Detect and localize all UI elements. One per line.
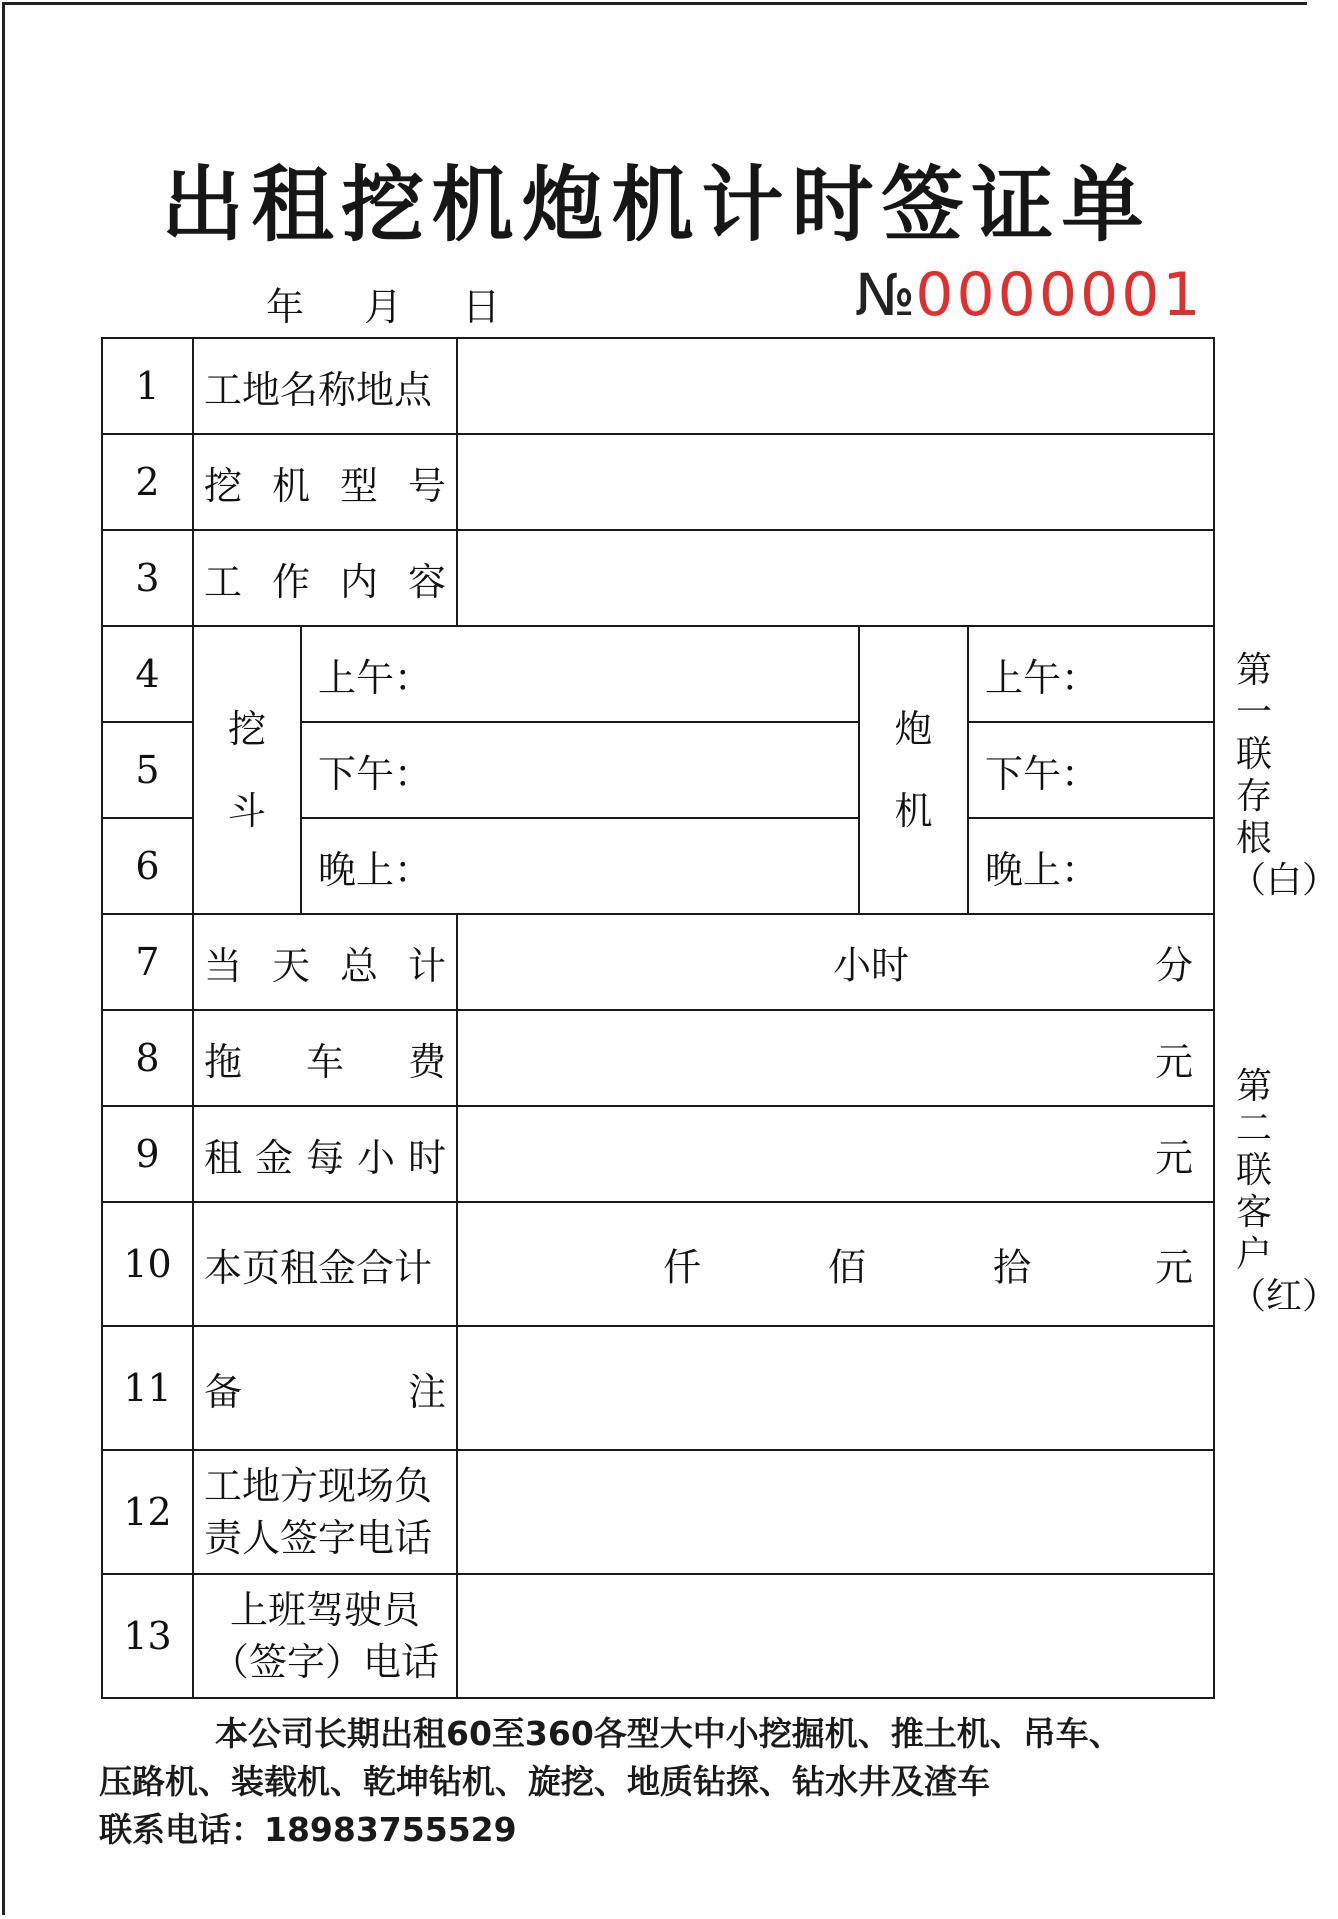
label-char: 每 — [306, 1135, 345, 1180]
remarks-label — [193, 1326, 457, 1450]
label-char: 型 — [340, 463, 379, 508]
label-char: 斗 — [227, 789, 266, 833]
table-row — [102, 1574, 1214, 1698]
work-content-label — [193, 530, 457, 626]
copy-one-note: 第一联 存根（白） — [1230, 650, 1338, 901]
excavator-bucket-label — [193, 626, 301, 914]
label-char: 计 — [408, 943, 447, 988]
label-char: 内 — [340, 559, 379, 604]
footer-line: 本公司长期出租60至360各型大中小挖掘机、推土机、吊车、 — [215, 1714, 1122, 1753]
table-row — [102, 1450, 1214, 1574]
label-line: （签字）电话 — [211, 1640, 440, 1684]
label-char: 机 — [272, 463, 311, 508]
label-char: 金 — [255, 1135, 294, 1180]
serial-value: 0000001 — [915, 260, 1204, 330]
label-char: 时 — [408, 1135, 447, 1180]
numero-sign: № — [855, 261, 916, 329]
yuan-unit: 元 — [1155, 1245, 1194, 1290]
page-rent-total-label: 本页租金合计 — [193, 1202, 457, 1326]
remarks-field[interactable] — [457, 1326, 1214, 1450]
breaker-morning-field[interactable]: 上午： — [968, 626, 1214, 722]
site-supervisor-field[interactable] — [457, 1450, 1214, 1574]
label-char: 工 — [204, 559, 243, 604]
row-number: 9 — [102, 1106, 193, 1202]
table-row — [102, 530, 1214, 626]
hundred-unit: 佰 — [828, 1245, 867, 1290]
hourly-rent-label — [193, 1106, 457, 1202]
label-char: 总 — [340, 943, 379, 988]
hours-unit: 小时 — [833, 943, 910, 988]
row-number: 11 — [102, 1326, 193, 1450]
contact-phone: 联系电话：18983755529 — [99, 1810, 517, 1849]
label-line: 上班驾驶员 — [230, 1588, 421, 1632]
label-char: 车 — [306, 1039, 345, 1084]
row-number: 8 — [102, 1010, 193, 1106]
row-number: 3 — [102, 530, 193, 626]
label-char: 租 — [204, 1135, 243, 1180]
label-char: 当 — [204, 943, 243, 988]
label-char: 容 — [408, 559, 447, 604]
row-number: 7 — [102, 914, 193, 1010]
label-char: 作 — [272, 559, 311, 604]
table-row — [102, 626, 1214, 722]
label-char: 挖 — [204, 463, 243, 508]
table-row — [102, 1326, 1214, 1450]
page-rent-total-field[interactable] — [457, 1202, 1214, 1326]
excavator-model-label — [193, 434, 457, 530]
site-supervisor-label — [193, 1450, 457, 1574]
label-line: 工地方现场负 — [204, 1464, 433, 1508]
serial-number — [855, 260, 1204, 330]
footer-line: 压路机、装载机、乾坤钻机、旋挖、地质钻探、钻水井及渣车 — [99, 1762, 990, 1801]
month-label: 月 — [364, 285, 403, 329]
breaker-label — [859, 626, 968, 914]
row-number: 4 — [102, 626, 193, 722]
label-line: 责人签字电话 — [204, 1516, 433, 1560]
label-char: 小 — [357, 1135, 396, 1180]
excavator-model-field[interactable] — [457, 434, 1214, 530]
label-char: 拖 — [204, 1039, 243, 1084]
driver-label — [193, 1574, 457, 1698]
day-label: 日 — [462, 285, 501, 329]
breaker-afternoon-field[interactable]: 下午： — [968, 722, 1214, 818]
row-number: 10 — [102, 1202, 193, 1326]
year-label: 年 — [266, 285, 305, 329]
row-number: 2 — [102, 434, 193, 530]
label-char: 费 — [408, 1039, 447, 1084]
site-name-label: 工地名称地点 — [193, 338, 457, 434]
row-number: 1 — [102, 338, 193, 434]
site-name-field[interactable] — [457, 338, 1214, 434]
label-char: 挖 — [227, 707, 266, 751]
timesheet-table — [101, 337, 1215, 1699]
daily-total-label — [193, 914, 457, 1010]
towing-fee-field[interactable]: 元 — [457, 1010, 1214, 1106]
work-content-field[interactable] — [457, 530, 1214, 626]
label-char: 炮 — [894, 707, 933, 751]
label-char: 号 — [408, 463, 447, 508]
towing-fee-label — [193, 1010, 457, 1106]
bucket-afternoon-field[interactable]: 下午： — [301, 722, 859, 818]
label-char: 天 — [272, 943, 311, 988]
table-row — [102, 1202, 1214, 1326]
table-row — [102, 434, 1214, 530]
minutes-unit: 分 — [1155, 943, 1194, 988]
copy-two-note: 第二联客户（红） — [1230, 1066, 1338, 1317]
table-row — [102, 1106, 1214, 1202]
row-number: 5 — [102, 722, 193, 818]
table-row — [102, 1010, 1214, 1106]
table-row — [102, 914, 1214, 1010]
footer-ad — [99, 1710, 1299, 1854]
breaker-evening-field[interactable]: 晚上： — [968, 818, 1214, 914]
driver-field[interactable] — [457, 1574, 1214, 1698]
row-number: 12 — [102, 1450, 193, 1574]
label-char: 机 — [894, 789, 933, 833]
daily-total-field[interactable] — [457, 914, 1214, 1010]
date-line — [266, 276, 548, 331]
thousand-unit: 仟 — [663, 1245, 702, 1290]
bucket-morning-field[interactable]: 上午： — [301, 626, 859, 722]
hourly-rent-field[interactable]: 元 — [457, 1106, 1214, 1202]
row-number: 13 — [102, 1574, 193, 1698]
row-number: 6 — [102, 818, 193, 914]
label-char: 备 — [204, 1369, 243, 1414]
ten-unit: 拾 — [993, 1245, 1032, 1290]
bucket-evening-field[interactable]: 晚上： — [301, 818, 859, 914]
table-row — [102, 338, 1214, 434]
form-title: 出租挖机炮机计时签证单 — [161, 158, 1152, 253]
label-char: 注 — [408, 1369, 447, 1414]
